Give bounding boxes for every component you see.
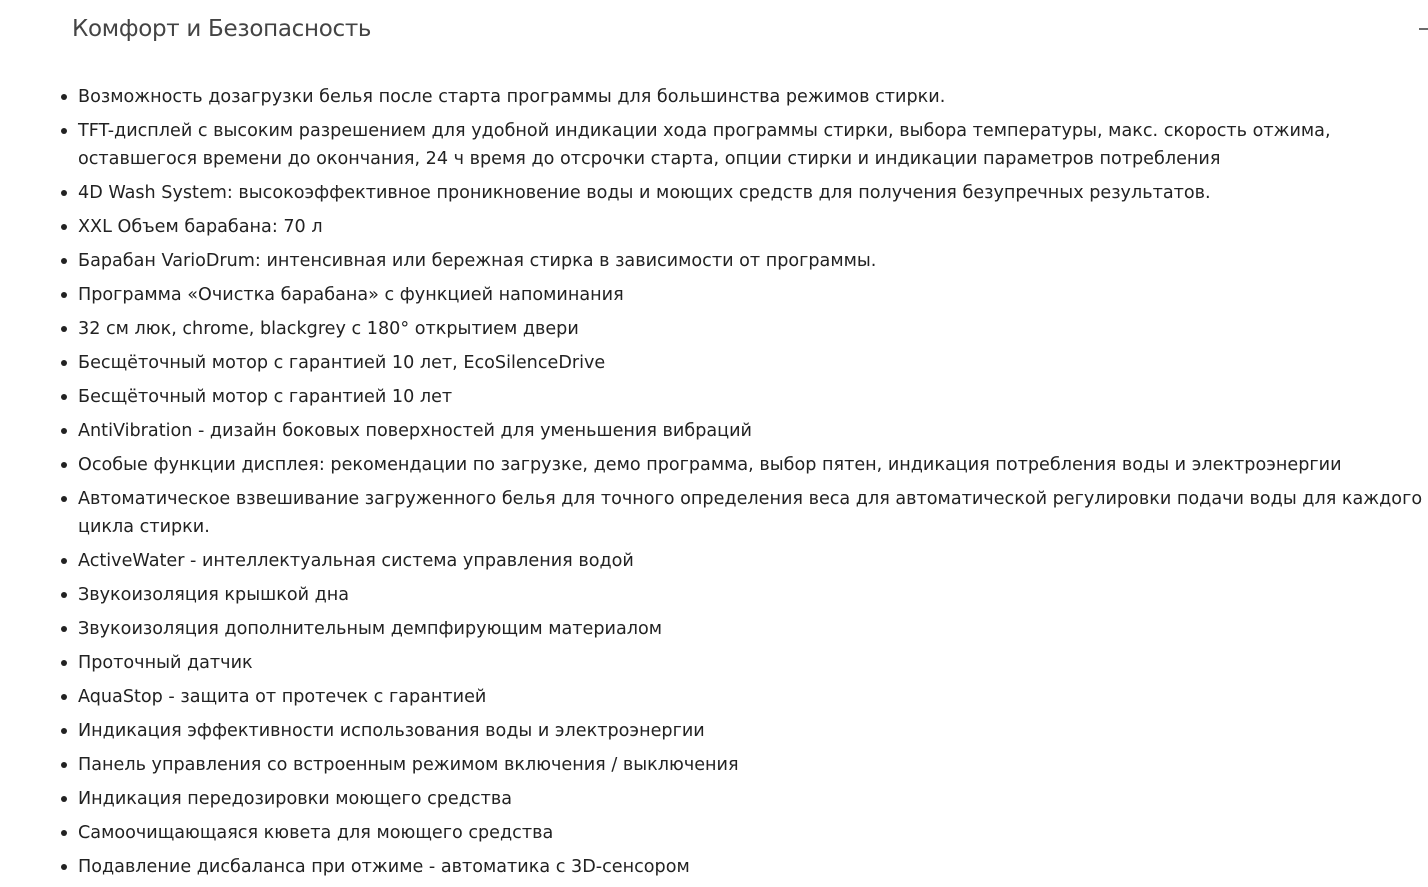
feature-text: Индикация эффективности использования воды и электроэнергии bbox=[78, 721, 705, 741]
feature-text: Звукоизоляция дополнительным демпфирующим материалом bbox=[78, 619, 663, 639]
list-item bbox=[78, 785, 1428, 813]
feature-text: ActiveWater - интеллектуальная система управления водой bbox=[78, 551, 634, 571]
feature-text: AntiVibration - дизайн боковых поверхностей для уменьшения вибраций bbox=[78, 421, 752, 441]
list-item bbox=[78, 751, 1428, 779]
feature-list bbox=[78, 83, 1428, 887]
feature-text: Бесщёточный мотор с гарантией 10 лет bbox=[78, 387, 453, 407]
list-item bbox=[78, 315, 1428, 343]
section-title: Комфорт и Безопасность bbox=[72, 16, 372, 42]
feature-text: Барабан VarioDrum: интенсивная или бережная стирка в зависимости от программы. bbox=[78, 251, 877, 271]
list-item bbox=[78, 683, 1428, 711]
bullet-icon bbox=[61, 258, 67, 264]
bullet-icon bbox=[61, 394, 67, 400]
collapse-toggle[interactable] bbox=[1412, 20, 1428, 38]
list-item bbox=[78, 451, 1428, 479]
minus-icon bbox=[1419, 28, 1428, 30]
list-item bbox=[78, 819, 1428, 847]
bullet-icon bbox=[61, 292, 67, 298]
bullet-icon bbox=[61, 830, 67, 836]
list-item bbox=[78, 83, 1428, 111]
feature-text: Звукоизоляция крышкой дна bbox=[78, 585, 350, 605]
bullet-icon bbox=[61, 592, 67, 598]
bullet-icon bbox=[61, 626, 67, 632]
feature-text: 32 см люк, chrome, blackgrey с 180° открытием двери bbox=[78, 319, 579, 339]
bullet-icon bbox=[61, 864, 67, 870]
feature-text: Самоочищающаяся кювета для моющего средства bbox=[78, 823, 554, 843]
accordion-header[interactable] bbox=[0, 0, 1428, 60]
bullet-icon bbox=[61, 360, 67, 366]
feature-text: Проточный датчик bbox=[78, 653, 253, 673]
list-item bbox=[78, 117, 1428, 173]
feature-text: 4D Wash System: высокоэффективное проникновение воды и моющих средств для получения безупречных результатов. bbox=[78, 183, 1211, 203]
bullet-icon bbox=[61, 326, 67, 332]
bullet-icon bbox=[61, 190, 67, 196]
feature-text: Панель управления со встроенным режимом включения / выключения bbox=[78, 755, 739, 775]
list-item bbox=[78, 717, 1428, 745]
bullet-icon bbox=[61, 94, 67, 100]
list-item bbox=[78, 247, 1428, 275]
list-item bbox=[78, 417, 1428, 445]
list-item bbox=[78, 615, 1428, 643]
bullet-icon bbox=[61, 796, 67, 802]
bullet-icon bbox=[61, 728, 67, 734]
list-item bbox=[78, 485, 1428, 541]
bullet-icon bbox=[61, 428, 67, 434]
list-item bbox=[78, 281, 1428, 309]
feature-text: Возможность дозагрузки белья после старта программы для большинства режимов стирки. bbox=[78, 87, 946, 107]
feature-text: Автоматическое взвешивание загруженного белья для точного определения веса для автоматической регулировки подачи воды для каждого цикла стирки. bbox=[78, 489, 1423, 537]
feature-text: XXL Объем барабана: 70 л bbox=[78, 217, 323, 237]
list-item bbox=[78, 581, 1428, 609]
list-item bbox=[78, 179, 1428, 207]
bullet-icon bbox=[61, 694, 67, 700]
bullet-icon bbox=[61, 762, 67, 768]
feature-text: Бесщёточный мотор с гарантией 10 лет, EcoSilenceDrive bbox=[78, 353, 606, 373]
list-item bbox=[78, 383, 1428, 411]
feature-text: Особые функции дисплея: рекомендации по загрузке, демо программа, выбор пятен, индикация потребления воды и электроэнергии bbox=[78, 455, 1342, 475]
list-item bbox=[78, 649, 1428, 677]
feature-text: Программа «Очистка барабана» с функцией напоминания bbox=[78, 285, 624, 305]
feature-text: AquaStop - защита от протечек с гарантией bbox=[78, 687, 487, 707]
feature-text: TFT-дисплей с высоким разрешением для удобной индикации хода программы стирки, выбора температуры, макс. скорость отжима, оставшегося времени до окончания, 24 ч время до отсрочки старта, опции стирки и индикации параметров потребления bbox=[78, 121, 1331, 169]
list-item bbox=[78, 853, 1428, 881]
feature-text: Индикация передозировки моющего средства bbox=[78, 789, 512, 809]
list-item bbox=[78, 547, 1428, 575]
bullet-icon bbox=[61, 660, 67, 666]
bullet-icon bbox=[61, 128, 67, 134]
bullet-icon bbox=[61, 496, 67, 502]
bullet-icon bbox=[61, 224, 67, 230]
list-item bbox=[78, 213, 1428, 241]
list-item bbox=[78, 349, 1428, 377]
bullet-icon bbox=[61, 558, 67, 564]
bullet-icon bbox=[61, 462, 67, 468]
feature-text: Подавление дисбаланса при отжиме - автоматика с 3D-сенсором bbox=[78, 857, 690, 877]
